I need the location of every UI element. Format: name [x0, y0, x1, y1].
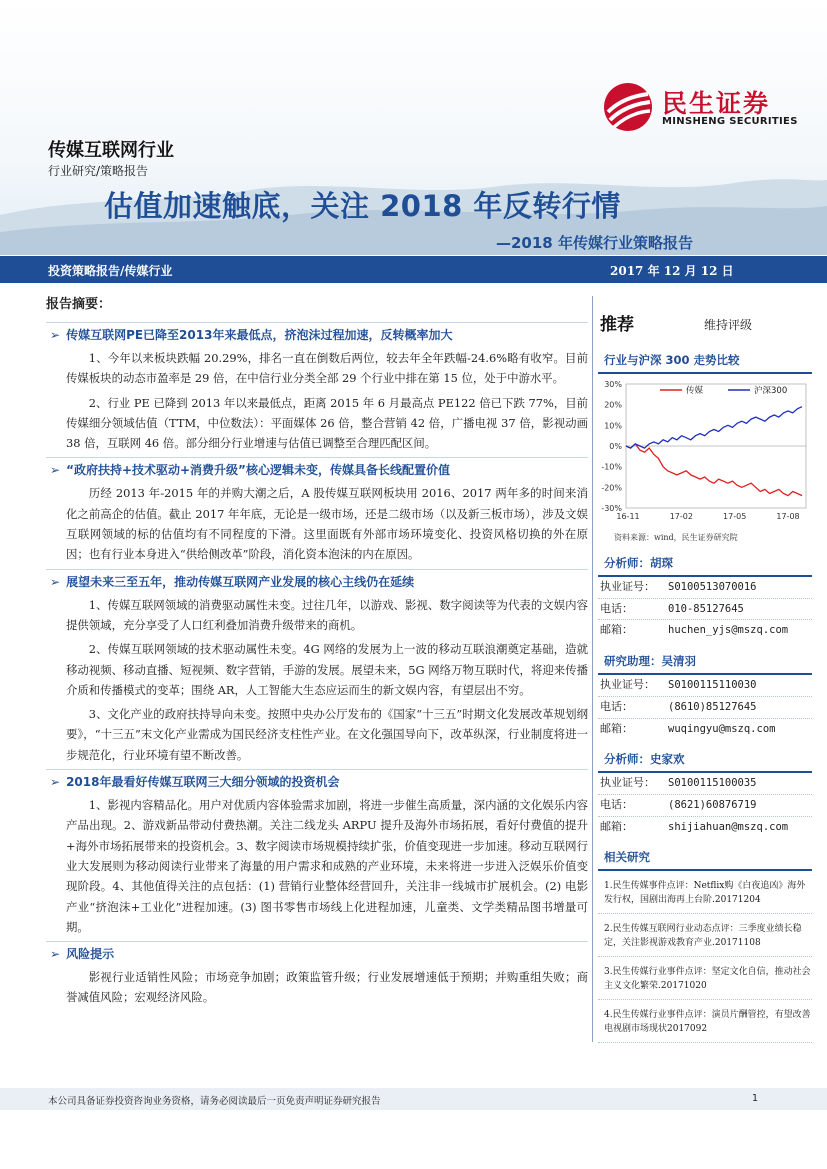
- x-tick-label: 17-02: [669, 512, 693, 521]
- analyst-header: [598, 749, 812, 773]
- abstract-section: [46, 769, 588, 937]
- x-tick-label: 17-05: [723, 512, 747, 521]
- section-heading: 风险提示: [66, 947, 115, 962]
- analyst-field: [598, 577, 812, 598]
- abstract-title: 报告摘要：: [46, 297, 112, 312]
- rating-label: 推荐: [600, 315, 634, 335]
- page-footer: [0, 1088, 827, 1110]
- field-value: (8610)85127645: [668, 700, 757, 713]
- legend-label: 沪深300: [754, 386, 788, 396]
- arrow-bullet-icon: ➢: [50, 574, 61, 589]
- report-title: 估值加速触底，关注 2018 年反转行情: [104, 189, 621, 223]
- field-key: 邮箱：: [600, 819, 633, 833]
- abstract-section: [46, 941, 588, 1008]
- field-key: 电话：: [600, 601, 633, 615]
- paragraph: 2、行业 PE 已降到 2013 年以来最低点，距离 2015 年 6 月最高点 PE122 倍已下跌 77%，目前传媒细分领域估值（TTM，中位数法）：平面媒体 26 倍，整合营销 42 倍，广播电视 37 倍，影视动画 38 倍，互联网 46 倍。部分细分行业增速与估值已调整至合理匹配区间。: [66, 395, 588, 451]
- arrow-bullet-icon: ➢: [50, 947, 61, 962]
- header-banner: [0, 0, 827, 255]
- paragraph: 2、传媒互联网领域的技术驱动属性未变。4G 网络的发展为上一波的移动互联浪潮奠定基础，造就移动视频、移动直播、短视频、数字营销，手游的发展。展望未来，5G 网络万物互联时代，将迎来传播介质和传播模式的变革；围绕 AR，人工智能大生态应运而生的新文娱内容，有望层出不穷。: [66, 642, 588, 697]
- related-research-title: 相关研究: [598, 847, 812, 871]
- section-heading: 传媒互联网PE已降至2013年来最低点，挤泡沫过程加速，反转概率加大: [66, 328, 453, 342]
- analyst-name: 史家欢: [650, 752, 685, 767]
- analyst-field: [598, 619, 812, 641]
- y-tick-label: -30%: [601, 504, 622, 513]
- x-tick-label: 16-11: [616, 512, 640, 521]
- report-type: 行业研究/策略报告: [48, 164, 149, 178]
- paragraph: 1、传媒互联网领域的消费驱动属性未变。过往几年，以游戏、影视、数字阅读等为代表的文娱内容提供领域，充分享受了人口红利叠加消费升级带来的商机。: [66, 597, 588, 632]
- analyst-header: [598, 553, 812, 577]
- arrow-bullet-icon: ➢: [50, 328, 61, 342]
- analyst-field: [598, 816, 812, 838]
- field-value: S0100115110030: [668, 679, 757, 692]
- section-heading: 2018年最看好传媒互联网三大细分领域的投资机会: [66, 775, 340, 790]
- brand-name-en: MINSHENG SECURITIES: [662, 116, 798, 127]
- abstract: [46, 293, 588, 1012]
- related-research-link[interactable]: 2.民生传媒互联网行业动态点评：三季度业绩长稳定，关注影视游戏教育产业.20171108: [598, 914, 812, 957]
- legend-label: 传媒: [686, 386, 704, 396]
- report-date: 2017 年 12 月 12 日: [610, 264, 734, 278]
- section-heading: 展望未来三至五年，推动传媒互联网产业发展的核心主线仍在延续: [66, 574, 415, 589]
- field-value: S0100513070016: [668, 581, 757, 593]
- y-tick-label: 20%: [604, 400, 622, 410]
- sidebar: [598, 300, 812, 1043]
- footer-disclaimer: 本公司具备证券投资咨询业务资格，请务必阅读最后一页免责声明证券研究报告: [48, 1096, 381, 1107]
- field-key: 执业证号：: [600, 776, 655, 790]
- analyst-email-link[interactable]: shijiahuan@mszq.com: [668, 820, 789, 833]
- arrow-bullet-icon: ➢: [50, 775, 61, 790]
- field-value: (8621)60876719: [668, 798, 757, 811]
- abstract-section: [46, 322, 588, 453]
- analyst-field: [598, 675, 812, 696]
- report-subtitle: —2018 年传媒行业策略报告: [496, 234, 693, 252]
- x-tick-label: 17-08: [776, 512, 800, 521]
- arrow-bullet-icon: ➢: [50, 463, 61, 478]
- analyst-header: [598, 651, 812, 675]
- analyst-field: [598, 696, 812, 718]
- abstract-section: [46, 569, 588, 765]
- paragraph: 1、今年以来板块跌幅 20.29%，排名一直在倒数后两位，较去年全年跌幅-24.6%略有收窄。目前传媒板块的动态市盈率是 29 倍，在中信行业分类全部 29 个行业中排在第 15 位，处于中游水平。: [66, 351, 588, 386]
- analyst-field: [598, 794, 812, 816]
- field-key: 电话：: [600, 797, 633, 811]
- y-tick-label: 0%: [609, 442, 622, 451]
- field-key: 邮箱：: [600, 623, 633, 637]
- chart-source: 资料来源：wind，民生证券研究院: [614, 533, 738, 542]
- analyst-role: 研究助理：: [604, 654, 662, 669]
- industry-label: 传媒互联网行业: [48, 140, 174, 161]
- paragraph: 历经 2013 年-2015 年的并购大潮之后，A 股传媒互联网板块用 2016、2017 两年多的时间来消化之前高企的估值。截止 2017 年年底，无论是一级市场，还是二级市场（以及新三板市场），涉及文娱互联网领域的标的估值均有不同程度的下滑。这里面既有外部市场环境变化、投资风格切换的外在原因；也有行业本身进入“供给侧改革”阶段，消化资本泡沫的内在原因。: [66, 486, 588, 562]
- analyst-role: 分析师：: [604, 556, 650, 570]
- rating-box: [598, 300, 812, 340]
- y-tick-label: 30%: [604, 380, 622, 389]
- abstract-section: [46, 457, 588, 564]
- rating-sub: 维持评级: [704, 318, 753, 332]
- analyst-role: 分析师：: [604, 752, 650, 767]
- field-key: 执业证号：: [600, 580, 655, 593]
- analyst-email-link[interactable]: wuqingyu@mszq.com: [668, 722, 776, 735]
- field-key: 邮箱：: [600, 721, 633, 735]
- section-heading: “政府扶持+技术驱动+消费升级”核心逻辑未变，传媒具备长线配置价值: [66, 463, 450, 478]
- related-research-link[interactable]: 3.民生传媒行业事件点评：坚定文化自信，推动社会主义文化繁荣.20171020: [598, 957, 812, 1000]
- field-value: 010-85127645: [668, 602, 744, 615]
- y-tick-label: 10%: [604, 421, 622, 431]
- analyst-field: [598, 718, 812, 740]
- trend-chart: [598, 374, 812, 534]
- chart-title: 行业与沪深 300 走势比较: [598, 350, 812, 374]
- paragraph: 1、影视内容精品化。用户对优质内容体验需求加剧，将进一步催生高质量，深内涵的文化娱乐内容产品出现。2、游戏新品带动付费热潮。关注二线龙头 ARPU 提升及海外市场拓展，看好付费值的提升+海外市场拓展带来的投资机会。3、数字阅读市场规模持续扩张，价值变现进一步加速。移动互联网行业大发展则为移动阅读行业带来了海量的用户需求和成熟的产业环境，未来将进一步进入泛娱乐价值变现阶段。4、其他值得关注的点包括：(1) 营销行业整体经营回升，关注非一线城市扩展机会。(2) 电影产业“挤泡沫+工业化”进程加速。(3) 图书零售市场线上化进程加速，儿童类、文学类精品图书增量可期。: [66, 798, 588, 934]
- trend-chart-svg: [598, 374, 812, 534]
- related-research-link[interactable]: 4.民生传媒行业事件点评：演员片酬管控，有望改善电视剧市场现状2017092: [598, 1000, 812, 1043]
- page-number: 1: [752, 1093, 759, 1104]
- y-tick-label: -20%: [601, 483, 622, 493]
- info-band: [0, 256, 827, 283]
- related-research-link[interactable]: 1.民生传媒事件点评：Netflix购《白夜追凶》海外发行权，国剧出海再上台阶.20171204: [598, 871, 812, 914]
- field-key: 执业证号：: [600, 678, 655, 692]
- paragraph: 影视行业适销性风险；市场竞争加剧；政策监管升级；行业发展增速低于预期；并购重组失败；商誉减值风险；宏观经济风险。: [66, 970, 588, 1005]
- analyst-field: [598, 773, 812, 794]
- field-value: S0100115100035: [668, 777, 757, 790]
- y-tick-label: -10%: [601, 462, 622, 472]
- field-key: 电话：: [600, 699, 633, 713]
- column-divider: [592, 296, 593, 1042]
- report-category: 投资策略报告/传媒行业: [48, 264, 173, 278]
- analyst-name: 吴清羽: [661, 654, 696, 669]
- brand-name-cn: 民生证券: [662, 89, 771, 118]
- analyst-field: [598, 598, 812, 620]
- analyst-name: 胡琛: [650, 556, 673, 570]
- analyst-email-link[interactable]: huchen_yjs@mszq.com: [668, 624, 789, 637]
- paragraph: 3、文化产业的政府扶持导向未变。按照中央办公厅发布的《国家“十三五”时期文化发展改革规划纲要》，“十三五”末文化产业需成为国民经济支柱性产业。在文化强国导向下，改革纵深，行业制度将进一步规范化，行业环境有望不断改善。: [66, 707, 588, 762]
